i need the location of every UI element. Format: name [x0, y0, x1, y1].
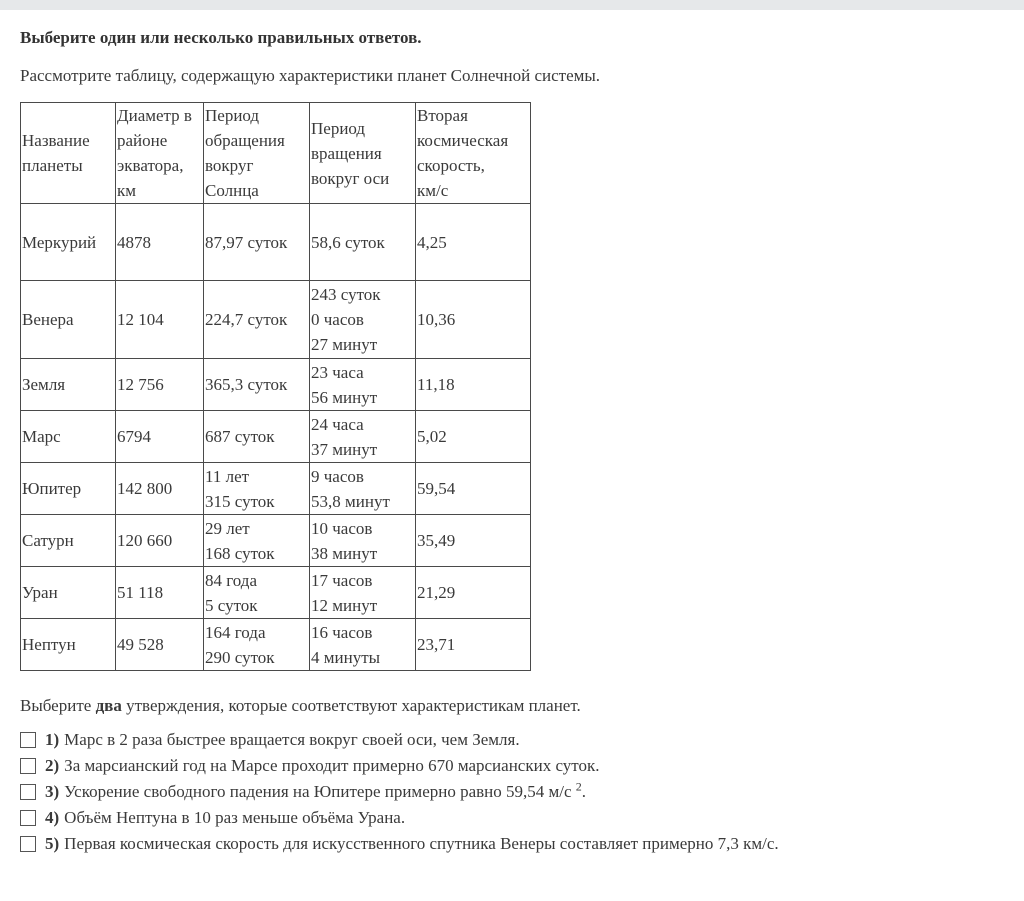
data-cell-line: Нептун	[22, 635, 76, 654]
data-cell-line: 5,02	[417, 427, 447, 446]
data-cell	[204, 281, 310, 359]
table-row	[21, 463, 531, 515]
data-cell-line: 59,54	[417, 479, 456, 498]
option-text-tail: .	[581, 782, 587, 801]
option-text	[64, 808, 405, 828]
data-cell	[21, 359, 116, 411]
task-instruction: Выберите один или несколько правильных ответов.	[20, 28, 422, 47]
answer-checkbox[interactable]	[20, 758, 36, 774]
answer-option[interactable]	[20, 779, 1000, 805]
data-cell-line: 56 минут	[311, 387, 378, 407]
data-cell-line: 12 минут	[311, 595, 378, 615]
data-cell-line: 0 часов	[311, 310, 364, 329]
header-cell-line: Период	[311, 118, 366, 138]
data-cell	[310, 515, 416, 567]
data-cell	[310, 619, 416, 671]
option-text-main: Первая космическая скорость для искусственного спутника Венеры составляет примерно 7,3 км/с.	[64, 834, 779, 853]
data-cell	[310, 463, 416, 515]
data-cell	[21, 204, 116, 281]
data-cell	[116, 281, 204, 359]
table-row	[21, 567, 531, 619]
data-cell-line: 4,25	[417, 232, 447, 252]
data-cell-line: Меркурий	[22, 232, 97, 252]
data-cell	[204, 411, 310, 463]
data-cell-line: 49 528	[117, 635, 164, 654]
data-cell-line: 35,49	[417, 531, 456, 550]
header-cell-line: обращения	[205, 131, 285, 150]
data-cell-line: 12 104	[117, 310, 164, 329]
header-cell-line: экватора,	[117, 156, 184, 175]
answer-option[interactable]	[20, 805, 1000, 831]
planets-table	[20, 102, 531, 671]
header-cell-line: Название	[22, 131, 90, 150]
answer-checkbox[interactable]	[20, 784, 36, 800]
answer-checkbox[interactable]	[20, 732, 36, 748]
header-cell	[204, 103, 310, 204]
data-cell-line: Уран	[22, 583, 58, 602]
option-number: 3)	[45, 782, 60, 801]
header-cell	[416, 103, 531, 204]
data-cell	[204, 204, 310, 281]
data-cell	[21, 515, 116, 567]
option-number: 2)	[45, 756, 60, 775]
table-header-row	[21, 103, 531, 204]
option-number: 5)	[45, 834, 60, 853]
header-cell-line: космическая	[417, 131, 509, 150]
data-cell-line: 38 минут	[311, 543, 378, 563]
header-cell-line: вращения	[311, 143, 382, 163]
data-cell-line: 58,6 суток	[311, 232, 385, 252]
data-cell	[21, 567, 116, 619]
data-cell-line: 10 часов	[311, 518, 373, 538]
data-cell-line: 12 756	[117, 375, 164, 394]
header-cell-line: км/с	[417, 181, 449, 200]
question-text	[20, 694, 1000, 718]
option-text	[64, 779, 587, 802]
table-row	[21, 411, 531, 463]
data-cell-line: 51 118	[117, 583, 164, 602]
option-text-main: За марсианский год на Марсе проходит примерно 670 марсианских суток.	[64, 756, 600, 775]
data-cell	[116, 463, 204, 515]
task-intro: Рассмотрите таблицу, содержащую характеристики планет Солнечной системы.	[20, 66, 601, 85]
data-cell	[204, 619, 310, 671]
data-cell	[416, 411, 531, 463]
answer-option[interactable]	[20, 753, 1000, 779]
data-cell	[116, 359, 204, 411]
header-cell-line: Диаметр в	[117, 106, 192, 125]
data-cell-line: 10,36	[417, 310, 456, 329]
top-bar	[0, 0, 1024, 10]
data-cell-line: 142 800	[117, 479, 173, 498]
data-cell-line: Юпитер	[22, 479, 82, 498]
data-cell-line: 5 суток	[205, 595, 258, 615]
data-cell	[204, 515, 310, 567]
data-cell-line: 29 лет	[205, 518, 250, 538]
data-cell	[416, 515, 531, 567]
data-cell	[21, 411, 116, 463]
data-cell	[116, 567, 204, 619]
option-number: 1)	[45, 730, 60, 749]
table-row	[21, 281, 531, 359]
data-cell	[21, 281, 116, 359]
data-cell-line: 24 часа	[311, 414, 364, 434]
option-text-main: Объём Нептуна в 10 раз меньше объёма Урана.	[64, 808, 406, 827]
header-cell-line: планеты	[22, 156, 83, 175]
data-cell-line: 84 года	[205, 570, 258, 590]
data-cell-line: 23,71	[417, 635, 456, 654]
data-cell-line: 11 лет	[205, 466, 250, 486]
answer-options	[20, 727, 1000, 857]
header-cell	[21, 103, 116, 204]
option-text-main: Ускорение свободного падения на Юпитере примерно равно 59,54 м/с	[64, 782, 576, 801]
data-cell	[204, 463, 310, 515]
header-cell-line: районе	[117, 131, 168, 150]
header-cell-line: скорость,	[417, 156, 485, 175]
data-cell	[310, 567, 416, 619]
data-cell-line: Земля	[22, 375, 66, 394]
header-cell-line: Период	[205, 106, 260, 125]
data-cell-line: 4 минуты	[311, 647, 381, 667]
header-cell-line: Солнца	[205, 181, 259, 200]
data-cell-line: 365,3 суток	[205, 375, 288, 394]
question-bold: два	[95, 696, 122, 715]
data-cell-line: Марс	[22, 427, 61, 446]
data-cell-line: 6794	[117, 427, 151, 446]
data-cell-line: 37 минут	[311, 439, 378, 459]
question-after: утверждения, которые соответствуют характеристикам планет.	[121, 696, 581, 715]
data-cell-line: 315 суток	[205, 491, 275, 511]
data-cell	[310, 281, 416, 359]
option-number: 4)	[45, 808, 60, 827]
data-cell	[21, 619, 116, 671]
data-cell	[416, 281, 531, 359]
data-cell	[416, 567, 531, 619]
data-cell-line: 21,29	[417, 583, 456, 602]
header-cell-line: Вторая	[417, 106, 468, 125]
table-row	[21, 515, 531, 567]
answer-checkbox[interactable]	[20, 810, 36, 826]
data-cell	[116, 619, 204, 671]
data-cell-line: 27 минут	[311, 335, 378, 354]
table-row	[21, 204, 531, 281]
data-cell	[116, 411, 204, 463]
header-cell-line: вокруг оси	[311, 168, 390, 188]
data-cell-line: 16 часов	[311, 622, 373, 642]
header-cell-line: вокруг	[205, 156, 254, 175]
answer-checkbox[interactable]	[20, 836, 36, 852]
task-content	[20, 26, 1000, 857]
table-row	[21, 619, 531, 671]
data-cell-line: 164 года	[205, 622, 266, 642]
data-cell	[416, 619, 531, 671]
data-cell	[116, 204, 204, 281]
data-cell	[310, 359, 416, 411]
data-cell	[416, 204, 531, 281]
data-cell-line: 11,18	[417, 375, 455, 394]
data-cell-line: 243 суток	[311, 285, 381, 304]
data-cell-line: 9 часов	[311, 466, 364, 486]
option-superscript: 2	[575, 779, 582, 794]
header-cell	[116, 103, 204, 204]
data-cell-line: 290 суток	[205, 647, 275, 667]
data-cell	[116, 515, 204, 567]
answer-option[interactable]	[20, 831, 1000, 857]
data-cell-line: 120 660	[117, 531, 173, 550]
data-cell-line: 87,97 суток	[205, 232, 288, 252]
answer-option[interactable]	[20, 727, 1000, 753]
option-text	[64, 730, 519, 750]
data-cell-line: Венера	[22, 310, 74, 329]
data-cell	[21, 463, 116, 515]
data-cell-line: 687 суток	[205, 427, 275, 446]
option-text	[64, 834, 779, 854]
data-cell-line: Сатурн	[22, 531, 74, 550]
data-cell	[310, 204, 416, 281]
question-before: Выберите	[20, 696, 96, 715]
data-cell-line: 224,7 суток	[205, 310, 288, 329]
data-cell-line: 17 часов	[311, 570, 373, 590]
option-text-main: Марс в 2 раза быстрее вращается вокруг своей оси, чем Земля.	[64, 730, 520, 749]
header-cell-line: км	[117, 181, 137, 200]
data-cell	[204, 567, 310, 619]
data-cell	[416, 359, 531, 411]
data-cell	[204, 359, 310, 411]
table-row	[21, 359, 531, 411]
data-cell-line: 4878	[117, 232, 151, 252]
data-cell	[416, 463, 531, 515]
option-text	[64, 756, 599, 776]
data-cell	[310, 411, 416, 463]
data-cell-line: 23 часа	[311, 362, 364, 382]
data-cell-line: 168 суток	[205, 543, 275, 563]
header-cell	[310, 103, 416, 204]
data-cell-line: 53,8 минут	[311, 491, 390, 511]
